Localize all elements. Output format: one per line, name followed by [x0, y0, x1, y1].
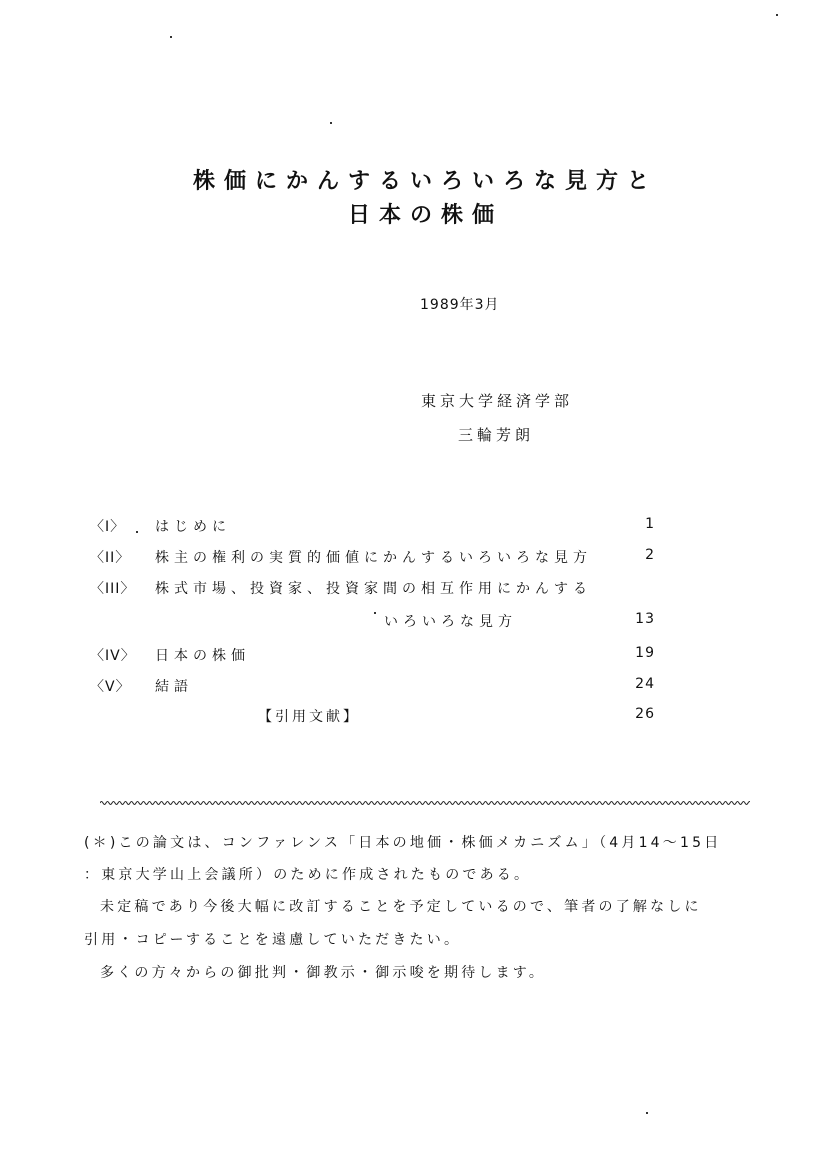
footnote-line: ：東京大学山上会議所）のために作成されたものである。	[84, 867, 532, 883]
toc-number: 〈IV〉	[90, 648, 136, 664]
toc-page: 26	[635, 706, 655, 722]
toc-number: 〈III〉	[90, 581, 136, 597]
footnote-line: (＊)この論文は、コンファレンス「日本の地価・株価メカニズム」（4月14〜15日	[84, 835, 722, 851]
toc-row	[0, 611, 827, 633]
toc-title: 株主の権利の実質的価値にかんするいろいろな見方	[155, 550, 592, 566]
toc-row	[0, 676, 827, 698]
scan-speck	[646, 1112, 648, 1114]
toc-row	[0, 645, 827, 667]
toc-row	[0, 706, 827, 728]
toc-row	[0, 547, 827, 569]
toc-page: 24	[635, 676, 655, 692]
title-line-2: 日本の株価	[347, 202, 503, 228]
toc-title: いろいろな見方	[384, 614, 517, 630]
toc-page: 13	[635, 611, 655, 627]
toc-number: 〈I〉	[90, 519, 126, 535]
toc-title: 株式市場、投資家、投資家間の相互作用にかんする	[155, 581, 592, 597]
footnote-line: 多くの方々からの御批判・御教示・御示唆を期待します。	[100, 965, 547, 981]
scan-speck	[136, 531, 138, 533]
toc-page: 2	[645, 547, 655, 563]
toc-row	[0, 516, 827, 538]
scan-speck	[776, 14, 778, 16]
scan-speck	[330, 122, 332, 124]
scan-speck	[374, 612, 376, 614]
toc-number: 〈V〉	[90, 679, 131, 695]
toc-title: 日本の株価	[155, 648, 250, 664]
footnote-line: 引用・コピーすることを遠慮していただきたい。	[84, 932, 462, 948]
toc-page: 1	[645, 516, 655, 532]
footnote-line: 未定稿であり今後大幅に改訂することを予定しているので、筆者の了解なしに	[100, 899, 702, 915]
scan-speck	[170, 36, 172, 38]
author-name: 三輪芳朗	[458, 426, 535, 444]
affiliation: 東京大学経済学部	[421, 392, 574, 410]
wavy-divider	[100, 798, 750, 808]
date: 1989年3月	[420, 297, 500, 313]
toc-page: 19	[635, 645, 655, 661]
title-line-1: 株価にかんするいろいろな見方と	[192, 168, 658, 194]
toc-title: 【引用文献】	[258, 709, 360, 725]
toc-title: 結語	[155, 679, 193, 695]
toc-row	[0, 578, 827, 600]
toc-number: 〈II〉	[90, 550, 131, 566]
toc-title: はじめに	[155, 519, 231, 535]
